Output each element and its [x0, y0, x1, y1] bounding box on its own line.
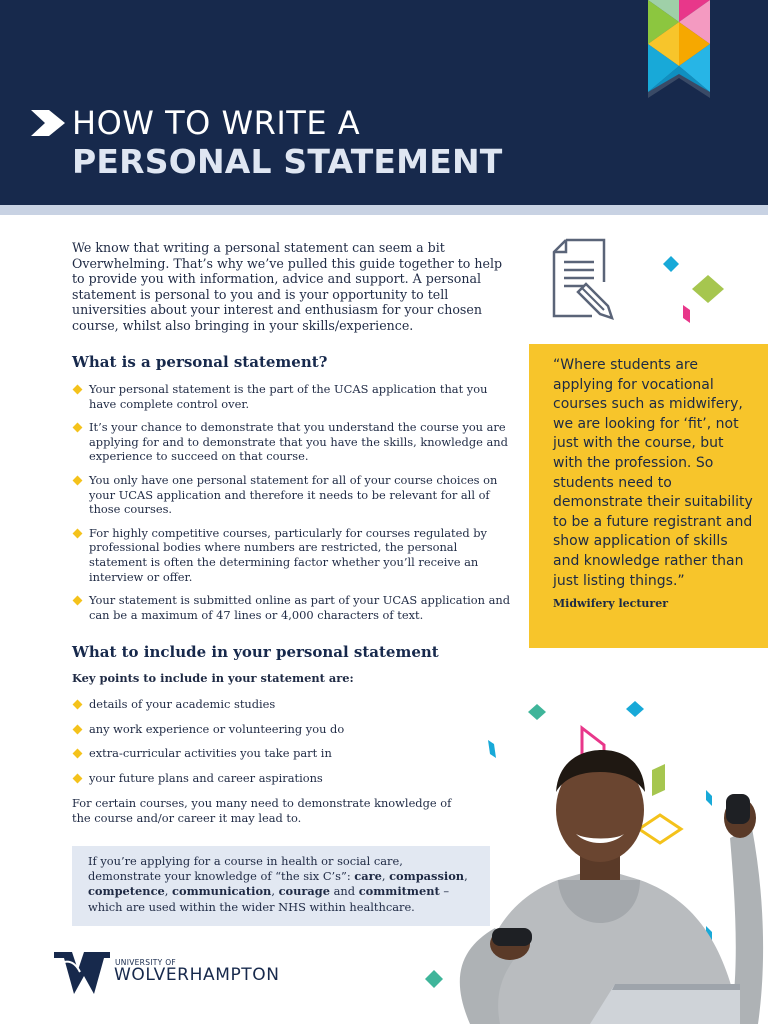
bullet-diamond-icon [73, 528, 83, 538]
logo-text-small: UNIVERSITY OF [115, 958, 177, 967]
list-what-is [72, 382, 512, 631]
list-item: your future plans and career aspirations [72, 771, 512, 786]
bullet-diamond-icon [73, 596, 83, 606]
bullet-diamond-icon [73, 476, 83, 486]
page-title-line1: HOW TO WRITE A [72, 104, 361, 142]
closing-paragraph: For certain courses, you many need to demonstrate knowledge of the course and/or career it may lead to. [72, 796, 452, 825]
list-item: details of your academic studies [72, 697, 512, 712]
chevron-right-icon [31, 110, 65, 136]
list-item: For highly competitive courses, particularly for courses regulated by professional bodies where numbers are restricted, the personal statement is often the determining factor whether you’ll receive an interview or offer. [72, 526, 512, 584]
document-pen-icon [552, 238, 622, 322]
list-item: Your statement is submitted online as part of your UCAS application and can be a maximum of 47 lines or 4,000 characters of text. [72, 593, 512, 622]
ribbon-logo-icon [648, 0, 710, 98]
quote-text: “Where students are applying for vocational courses such as midwifery, we are looking for ‘fit’, not just with the course, but with the profession. So students need to demonstrate their suitability to be a future registrant and show application of skills and knowledge rather than just listing things.” [553, 357, 753, 589]
key-points-label: Key points to include in your statement are: [72, 671, 354, 685]
bullet-diamond-icon [73, 724, 83, 734]
heading-what-to-include: What to include in your personal statement [72, 643, 439, 661]
page-title-line2: PERSONAL STATEMENT [72, 142, 503, 181]
list-item: any work experience or volunteering you do [72, 722, 512, 737]
bullet-diamond-icon [73, 749, 83, 759]
list-item: You only have one personal statement for all of your course choices on your UCAS application and therefore it needs to be relevant for all of those courses. [72, 473, 512, 517]
intro-paragraph: We know that writing a personal statement can seem a bit Overwhelming. That’s why we’ve pulled this guide together to help to provide you with information, advice and support. A personal statement is personal to you and is your opportunity to tell universities about your interest and enthusiasm for your chosen course, whilst also bringing in your skills/experience. [72, 240, 503, 333]
bullet-diamond-icon [73, 423, 83, 433]
list-item: It’s your chance to demonstrate that you understand the course you are applying for and to demonstrate that you have the skills, knowledge and experience to succeed on that course. [72, 420, 512, 464]
logo-text-big: WOLVERHAMPTON [114, 965, 280, 985]
header-stripe [0, 205, 768, 215]
bullet-diamond-icon [73, 773, 83, 783]
bullet-diamond-icon [73, 385, 83, 395]
bullet-diamond-icon [73, 700, 83, 710]
list-item: extra-curricular activities you take part in [72, 746, 512, 761]
quote-box [529, 344, 768, 648]
heading-what-is: What is a personal statement? [72, 353, 328, 371]
quote-attribution: Midwifery lecturer [553, 597, 668, 611]
list-item: Your personal statement is the part of the UCAS application that you have complete control over. [72, 382, 512, 411]
six-cs-callout: If you’re applying for a course in health or social care, demonstrate your knowledge of “the six C’s”: care, compassion, competence, communication, courage and commitment – which are used within the wider NHS within healthcare. [72, 846, 490, 926]
university-logo-icon [54, 950, 112, 996]
student-vr-photo [440, 748, 768, 1024]
